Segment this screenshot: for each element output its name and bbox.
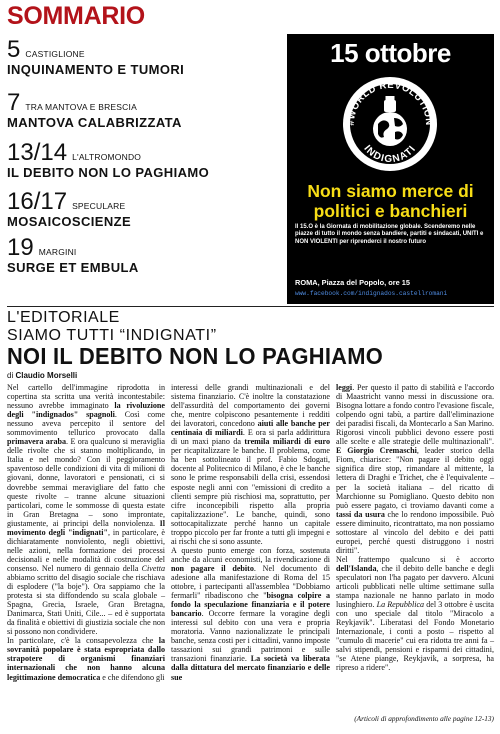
slogan-line-1: Non siamo merce di: [307, 181, 474, 201]
sommario-title: SOMMARIO: [7, 2, 145, 30]
toc-page-number: 5: [7, 36, 21, 63]
toc-page-number: 7: [7, 89, 21, 116]
poster-place: ROMA, Piazza del Popolo, ore 15: [295, 278, 410, 287]
poster-body-text: Il 15.O è la Giornata di mobilitazione globale. Scenderemo nelle piazze di tutto il mondo senza bandiere, partiti e sindacati, UNITI e NON VIOLENTI per riprenderci il nostro futuro: [295, 224, 484, 245]
protest-poster: [287, 34, 494, 304]
toc-kicker: L'ALTROMONDO: [72, 152, 142, 162]
toc-kicker: MARGINI: [38, 247, 77, 257]
article-column-2: interessi delle grandi multinazionali e del sistema finanziario. C'è inoltre la constatazione dell'assurdità del comportamento dei governi che, mentre colpiscono pesantemente i redditi dei lavoratori, concedono aiuti alle banche per centinaia di miliardi. E ora si parla addirittura di un maxi piano da tremila miliardi di euro per ricapitalizzare le banche. Il problema, come ha ben sottolineato il prof. Fabio Sdogati, docente al Politecnico di Milano, è che le banche sono le prime responsabili della crisi, essendosi esposte negli anni con "emissioni di credito a clienti sempre più rischiosi ma, soprattutto, per cifre inconcepibili rispetto alla propria capitalizzazione". Le banche, quindi, sono sottocapitalizzate perché hanno un capitale troppo piccolo per far fronte a tutti gli impegni e ai rischi che si sono assunte. A questo punto emerge con forza, sostenuta anche da alcuni economisti, la rivendicazione di non pagare il debito. Nel documento di adesione alla manifestazione di Roma del 15 ottobre, i partecipanti all'assemblea "Dobbiamo fermarli" ribadiscono che "bisogna colpire a fondo la speculazione finanziaria e il potere bancario. Occorre fermare la voragine degli interessi sul debito con una vera e propria moratoria. Vanno nazionalizzate le principali banche, senza costi per i cittadini, vanno imposte tassazioni sui grandi patrimoni e sulle transazioni finanziarie. La società va liberata dalla dittatura del mercato finanziario e delle sue: [171, 383, 330, 682]
toc-item[interactable]: [7, 91, 282, 130]
toc-page-number: 13/14: [7, 139, 68, 166]
poster-date: 15 ottobre: [330, 38, 451, 68]
toc-title: IL DEBITO NON LO PAGHIAMO: [7, 165, 210, 180]
toc-page-number: 19: [7, 234, 34, 261]
article-subhead: SIAMO TUTTI “INDIGNATI”: [7, 327, 217, 344]
logo-top-text: #WORLD REVOLUTION: [345, 79, 435, 126]
byline: [7, 371, 77, 380]
toc-title: SURGE ET EMBULA: [7, 260, 139, 275]
slogan-line-2: politici e banchieri: [313, 201, 468, 221]
toc-kicker: SPECULARE: [72, 201, 126, 211]
byline-prefix: di: [7, 371, 14, 380]
author-name: Claudio Morselli: [15, 371, 78, 380]
toc-title: INQUINAMENTO E TUMORI: [7, 62, 185, 77]
toc-item[interactable]: [7, 38, 282, 77]
toc-item[interactable]: [7, 190, 282, 229]
article-footnote: (Articoli di approfondimento alle pagine 12-13): [354, 714, 494, 723]
article-column-3: leggi. Per questo il patto di stabilità e l'accordo di Maastricht vanno messi in discussione ora. Bisogna lottare a fondo contro l'evasione fiscale, colpendo ogni tabù, a partire dall'eliminazione dei paradisi fiscali, da Montecarlo a San Marino. Rigorosi vincoli pubblici devono essere posti alle scelte e alle strategie delle multinazionali". E Giorgio Cremaschi, leader storico della Fiom, chiarisce: "Non pagare il debito oggi significa dire stop, rimandare al mittente, la lettera di Draghi e Trichet, che è l'equivalente – per la società italiana – del ricatto di Marchionne su Pomigliano. Questo debito non può essere pagato, ci troviamo davanti come a tassi da usura che lo rendono impossibile. Può essere diminuito, ricontrattato, ma non possiamo sottostare al vincolo del debito e dei patti europei, perché questi distruggono i nostri diritti". Nel frattempo qualcuno si è accorto dell'Islanda, che il debito delle banche e degli speculatori non l'ha pagato per davvero. Alcuni articoli pubblicati nelle ultime settimane sulla stampa nazionale ne hanno parlato in modo lusinghiero. La Repubblica del 3 ottobre è uscita con uno speciale dal titolo "Miracolo a Reykjavik". Liberatasi del Fondo Monetario Internazionale, i conti a posto – rispetto al "cumulo di macerie" cui era ridotta tre anni fa – salvi stipendi, pensioni e risparmi dei cittadini, "se Atene piange, Reykjavik, a sorpresa, ha ripreso a ridere".: [336, 383, 495, 673]
toc-kicker: TRA MANTOVA E BRESCIA: [25, 102, 137, 112]
toc-title: MANTOVA CALABRIZZATA: [7, 115, 182, 130]
section-kicker: L'EDITORIALE: [7, 309, 120, 326]
poster-url[interactable]: www.facebook.com/indignados.castellromani: [295, 290, 448, 297]
section-divider: [7, 306, 494, 307]
poster-slogan: [287, 181, 494, 221]
toc-page-number: 16/17: [7, 188, 68, 215]
article-column-1: Nel cartello dell'immagine riprodotta in copertina sta scritta una verità incontestabile: nessuno avrebbe immaginato la rivoluzione degli "indignados" spagnoli. Così come nessuno aveva percepito il sentore del sommovimento tellurico provocato dalla primavera araba. E ora qualcuno si meraviglia delle rivolte che si stanno moltiplicando, in Italia e nel mondo? Con il peggioramento spaventoso delle condizioni di vita di milioni di giovani, donne, lavoratori e pensionati, ci si dovrebbe semmai meravigliare del fatto che queste rivolte – tranne alcune situazioni particolari, come le sommosse di questa estate in Gran Bretagna – sono improntate, giustamente, ai principi della nonviolenza. Il movimento degli "indignati", in particolare, è dichiaratamente nonviolento, negli obiettivi, nelle azioni, nella formazione dei processi decisionali e nelle modalità di costruzione del consenso. Nel numero di gennaio della Civetta abbiamo scritto del disagio sociale che rischiava di esplodere ("la boje"). Ora sappiamo che la protesta si sta diffondendo su scala globale – Spagna, Grecia, Israele, Gran Bretagna, Danimarca, Stati Uniti, Cile... – ed è supportata da finalità e obiettivi di giustizia sociale che non si possono non condividere. In particolare, c'è la consapevolezza che la sovranità popolare è stata espropriata dallo strapotere di organismi finanziari internazionali che non hanno alcuna legittimazione democratica e che difendono gli: [7, 383, 166, 682]
toc-title: MOSAICOSCIENZE: [7, 214, 132, 229]
article-headline: NOI IL DEBITO NON LO PAGHIAMO: [7, 343, 384, 369]
toc-item[interactable]: [7, 236, 282, 275]
toc-item[interactable]: [7, 141, 282, 180]
toc-kicker: CASTIGLIONE: [25, 49, 85, 59]
globe-fist-icon: [340, 74, 440, 174]
logo-bottom-text: INDIGNATI: [361, 143, 419, 166]
